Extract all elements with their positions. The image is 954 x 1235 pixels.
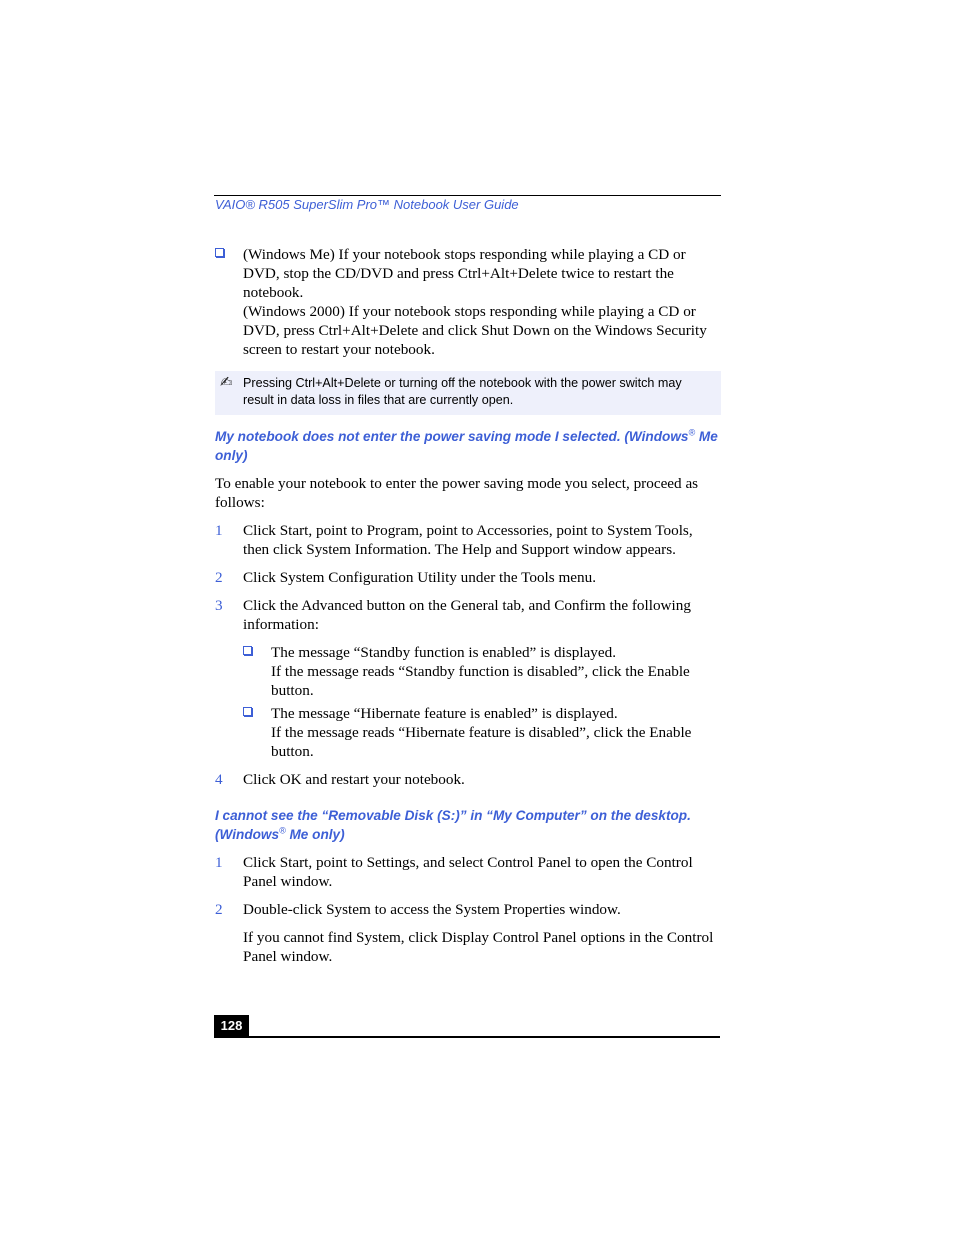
registered-mark: ® bbox=[279, 825, 286, 836]
page-number: 128 bbox=[214, 1015, 249, 1037]
document-title: VAIO® R505 SuperSlim Pro™ Notebook User Guide bbox=[215, 197, 519, 212]
list-item bbox=[243, 643, 721, 700]
checkbox-bullet-icon bbox=[243, 707, 252, 716]
heading-text: Me only) bbox=[285, 827, 345, 842]
list-item bbox=[215, 245, 721, 359]
step-text: Click OK and restart your notebook. bbox=[243, 771, 465, 788]
list-item bbox=[243, 704, 721, 761]
numbered-step bbox=[215, 853, 721, 891]
registered-mark: ® bbox=[688, 427, 696, 438]
step-text: Double-click System to access the System Properties window. bbox=[243, 901, 621, 918]
step-text: Click System Configuration Utility under the Tools menu. bbox=[243, 569, 597, 586]
pencil-note-icon: ✍ bbox=[220, 374, 233, 391]
step-number: 1 bbox=[215, 522, 223, 539]
paragraph: (Windows 2000) If your notebook stops responding while playing a CD or DVD, press Ctrl+Alt+Delete and click Shut Down on the Windows Security screen to restart your notebook. bbox=[243, 303, 707, 358]
heading-text: Me only) bbox=[215, 429, 718, 463]
footer-rule bbox=[214, 1036, 720, 1038]
numbered-step bbox=[215, 770, 721, 789]
step-number: 3 bbox=[215, 597, 223, 614]
checkbox-bullet-icon bbox=[243, 646, 252, 655]
paragraph: (Windows Me) If your notebook stops responding while playing a CD or DVD, stop the CD/DVD and press Ctrl+Alt+Delete twice to restart the notebook. bbox=[243, 246, 686, 301]
paragraph: The message “Hibernate feature is enabled” is displayed. bbox=[271, 705, 618, 722]
heading-text: I cannot see the “Removable Disk (S:)” in “My Computer” on the desktop. (Windows bbox=[215, 808, 691, 842]
numbered-step bbox=[215, 568, 721, 587]
paragraph: To enable your notebook to enter the power saving mode you select, proceed as follows: bbox=[215, 475, 699, 511]
checkbox-bullet-icon bbox=[215, 248, 224, 257]
note-box bbox=[215, 371, 721, 415]
section-heading bbox=[215, 427, 721, 465]
step-text: Click Start, point to Program, point to Accessories, point to System Tools, then click System Information. The Help and Support window appears. bbox=[243, 522, 693, 558]
step-number: 4 bbox=[215, 771, 223, 788]
section-heading bbox=[215, 806, 721, 844]
note-text: Pressing Ctrl+Alt+Delete or turning off the notebook with the power switch may result in data loss in files that are currently open. bbox=[243, 376, 682, 407]
paragraph: If the message reads “Standby function is disabled”, click the Enable button. bbox=[271, 663, 690, 699]
numbered-step bbox=[215, 521, 721, 559]
header-rule bbox=[214, 195, 721, 196]
paragraph: If you cannot find System, click Display Control Panel options in the Control Panel window. bbox=[243, 929, 714, 965]
paragraph: The message “Standby function is enabled” is displayed. bbox=[271, 644, 617, 661]
numbered-step bbox=[215, 596, 721, 634]
step-number: 2 bbox=[215, 569, 223, 586]
step-text: Click Start, point to Settings, and select Control Panel to open the Control Panel window. bbox=[243, 854, 693, 890]
heading-text: My notebook does not enter the power saving mode I selected. (Windows bbox=[215, 429, 689, 444]
numbered-step bbox=[215, 900, 721, 919]
step-number: 2 bbox=[215, 901, 223, 918]
step-text: Click the Advanced button on the General tab, and Confirm the following information: bbox=[243, 597, 691, 633]
page-content bbox=[215, 245, 721, 966]
step-number: 1 bbox=[215, 854, 223, 871]
paragraph: If the message reads “Hibernate feature is disabled”, click the Enable button. bbox=[271, 724, 692, 760]
